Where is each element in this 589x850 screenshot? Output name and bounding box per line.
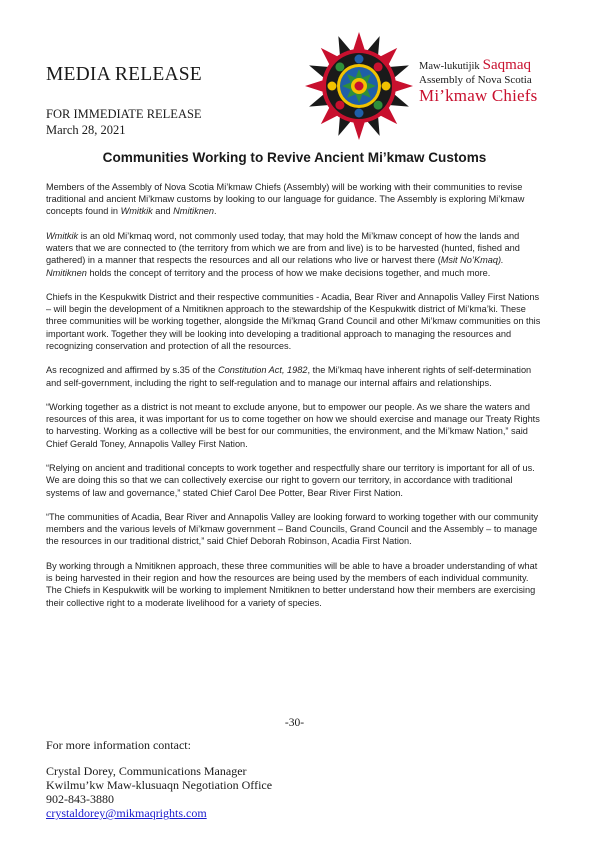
logo-line-chiefs: Mi’kmaw Chiefs — [419, 86, 538, 105]
contact-block — [46, 738, 272, 820]
contact-heading: For more information contact: — [46, 738, 191, 752]
p4-text-a: As recognized and affirmed by s.35 of the — [46, 365, 218, 376]
paragraph-kespukwitk-chiefs: Chiefs in the Kespukwitk District and their respective communities - Acadia, Bear River and Annapolis Valley First Nations – will begin the development of a Nmitiknen approach to the stewardship of the Kespukwitk district of Mi’kma’ki. These three communities will be working together, alongside the Mi’kmaq Grand Council and other Mi’kmaw communities on this important work. Together they will be looking into developing a traditional approach to managing the resources and recognizing conservation and protection of all the resources. — [46, 292, 541, 351]
contact-spacer — [46, 752, 272, 764]
contact-phone: 902-843-3880 — [46, 792, 114, 806]
logo-line-assembly: Assembly of Nova Scotia — [419, 74, 532, 86]
p2-term-msit-nokmaq: Msit No’Kmaq). — [440, 255, 504, 266]
paragraph-intro — [46, 181, 546, 218]
p1-term-wmitkik: Wmitkik — [120, 206, 153, 217]
p4-text-b: , the Mi’kmaq have inherent rights of self-determination and self-government, including the right to self-regulation and to manage our internal affairs and relationships. — [46, 365, 532, 388]
p2-text-a: is an old Mi’kmaq word, not commonly used today, that may hold the Mi’kmaw concept of how the lands and waters that we are connected to (the territory from which we are from and live) is to be harvested (hunted, fished and gathered) in a manner that respects the resources and all our relations who live or harvest there ( — [46, 230, 520, 266]
paragraph-conclusion: By working through a Nmitiknen approach, these three communities will be able to have a broader understanding of what is being harvested in their region and how the resources are being used by the members of each individual community. The Chiefs in Kespukwitk will be working to implement Nmitiknen to better understand how their members are exercising their collective right to a moderate livelihood for a variety of species. — [46, 560, 538, 608]
contact-name: Crystal Dorey, Communications Manager — [46, 764, 247, 778]
p1-term-nmitiknen: Nmitiknen — [173, 206, 215, 217]
logo-line-brand: Saqmaq — [482, 57, 531, 73]
paragraph-constitution — [46, 364, 546, 388]
p4-term-constitution-act: Constitution Act, 1982 — [217, 365, 308, 376]
press-release-body — [46, 181, 546, 621]
contact-office: Kwilmu’kw Maw-klusuaqn Negotiation Office — [46, 778, 273, 792]
quote-chief-deborah-robinson: “The communities of Acadia, Bear River and Annapolis Valley are looking forward to working together with our community members and the various levels of Mi’kmaw government – Band Councils, Grand Council and the Assembly – to manage the resources in our traditional district,” said Chief Deborah Robinson, Acadia First Nation. — [46, 512, 539, 547]
release-date: March 28, 2021 — [46, 123, 126, 137]
p1-text-a: Members of the Assembly of Nova Scotia Mi’kmaw Chiefs (Assembly) will be working with their communities to revise traditional and ancient Mi’kmaw customs by looking to our language for guidance. The Assembly is exploring Mi’kmaw concepts found in — [46, 182, 525, 217]
p1-text-b: and — [152, 206, 174, 217]
p2-text-c: holds the concept of territory and the process of how we make decisions together, and much more. — [86, 267, 491, 278]
media-release-title: MEDIA RELEASE — [46, 64, 202, 85]
p1-text-c: . — [214, 206, 217, 217]
end-of-release-mark: -30- — [284, 717, 305, 729]
logo-line-prefix: Maw-lukutijik — [419, 61, 480, 72]
paragraph-wmitkik-definition — [46, 230, 546, 279]
press-release-headline: Communities Working to Revive Ancient Mi’kmaw Customs — [102, 150, 487, 165]
p2-term-nmitiknen: Nmitiknen — [46, 267, 87, 278]
quote-chief-carol-dee-potter: “Relying on ancient and traditional concepts to work together and respectfully share our territory is important for all of us. We are doing this so that we can collectively exercise our right to govern our territory, in accordance with traditional systems of law and governance,” stated Chief Carol Dee Potter, Bear River First Nation. — [46, 463, 535, 498]
quote-chief-gerald-toney: “Working together as a district is not meant to exclude anyone, but to empower our people. As we share the waters and resources of this area, it was important for us to come together on how we should exercise and manage our Treaty Rights to harvesting. Working as a collective will be best for our communities, the environment, and the Mi’kmaw Nation,” said Chief Gerald Toney, Annapolis Valley First Nation. — [46, 402, 540, 449]
p2-term-wmitkik: Wmitkik — [46, 230, 79, 241]
assembly-logo-wordmark — [419, 58, 537, 104]
immediate-release-label: FOR IMMEDIATE RELEASE — [46, 107, 202, 121]
contact-email-link[interactable]: crystaldorey@mikmaqrights.com — [46, 806, 207, 820]
assembly-logo-medallion-icon — [303, 30, 415, 142]
